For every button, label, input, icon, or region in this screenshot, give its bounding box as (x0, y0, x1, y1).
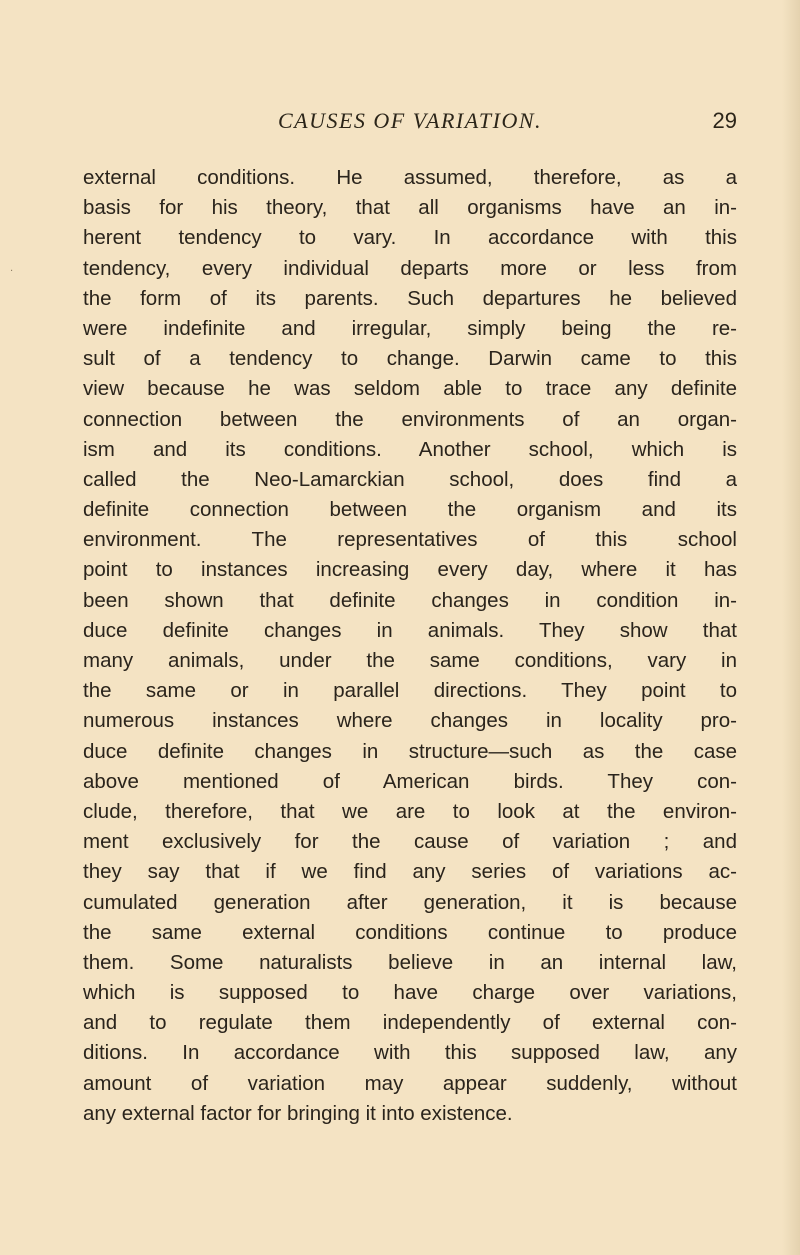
text-line: the form of its parents. Such departures he believed (83, 286, 737, 310)
text-line: herent tendency to vary. In accordance with this (83, 226, 737, 250)
text-line: any external factor for bringing it into existence. (83, 1101, 513, 1125)
text-line: ism and its conditions. Another school, which is (83, 437, 737, 461)
text-line: were indefinite and irregular, simply being the re- (83, 316, 737, 340)
page-header (83, 108, 737, 142)
text-line: been shown that definite changes in condition in- (83, 588, 737, 612)
text-line: they say that if we find any series of variations ac- (83, 860, 737, 884)
text-line: amount of variation may appear suddenly, without (83, 1071, 737, 1095)
text-line: environment. The representatives of this school (83, 528, 737, 552)
text-line: cumulated generation after generation, it is because (83, 890, 737, 914)
text-line: ditions. In accordance with this supposed law, any (83, 1041, 737, 1065)
text-line: external conditions. He assumed, therefore, as a (83, 166, 737, 189)
page-edge-shadow (782, 0, 800, 1255)
text-line: sult of a tendency to change. Darwin came to this (83, 347, 737, 371)
text-line: duce definite changes in structure—such as the case (83, 739, 737, 763)
text-line: tendency, every individual departs more or less from (83, 256, 737, 280)
text-line: which is supposed to have charge over variations, (83, 981, 737, 1005)
text-line: and to regulate them independently of external con- (83, 1011, 737, 1035)
text-line: view because he was seldom able to trace any definite (83, 377, 737, 401)
text-line: basis for his theory, that all organisms have an in- (83, 196, 737, 220)
text-line: above mentioned of American birds. They con- (83, 769, 737, 793)
margin-mark: · (10, 266, 14, 277)
text-line: many animals, under the same conditions, vary in (83, 649, 737, 672)
text-line: connection between the environments of an organ- (83, 407, 737, 431)
text-line: ment exclusively for the cause of variation ; and (83, 830, 737, 854)
text-line: definite connection between the organism and its (83, 498, 737, 522)
text-line: point to instances increasing every day, where it has (83, 558, 737, 582)
text-line: duce definite changes in animals. They show that (83, 618, 737, 642)
body-paragraph (83, 163, 737, 1129)
text-line: the same or in parallel directions. They point to (83, 679, 737, 703)
page-number: 29 (712, 108, 737, 133)
text-line: numerous instances where changes in locality pro- (83, 709, 737, 733)
text-line: the same external conditions continue to produce (83, 920, 737, 944)
text-line: called the Neo-Lamarckian school, does find a (83, 467, 737, 491)
text-line: clude, therefore, that we are to look at the environ- (83, 799, 737, 823)
text-line: them. Some naturalists believe in an internal law, (83, 950, 737, 974)
running-title: CAUSES OF VARIATION. (277, 108, 543, 133)
